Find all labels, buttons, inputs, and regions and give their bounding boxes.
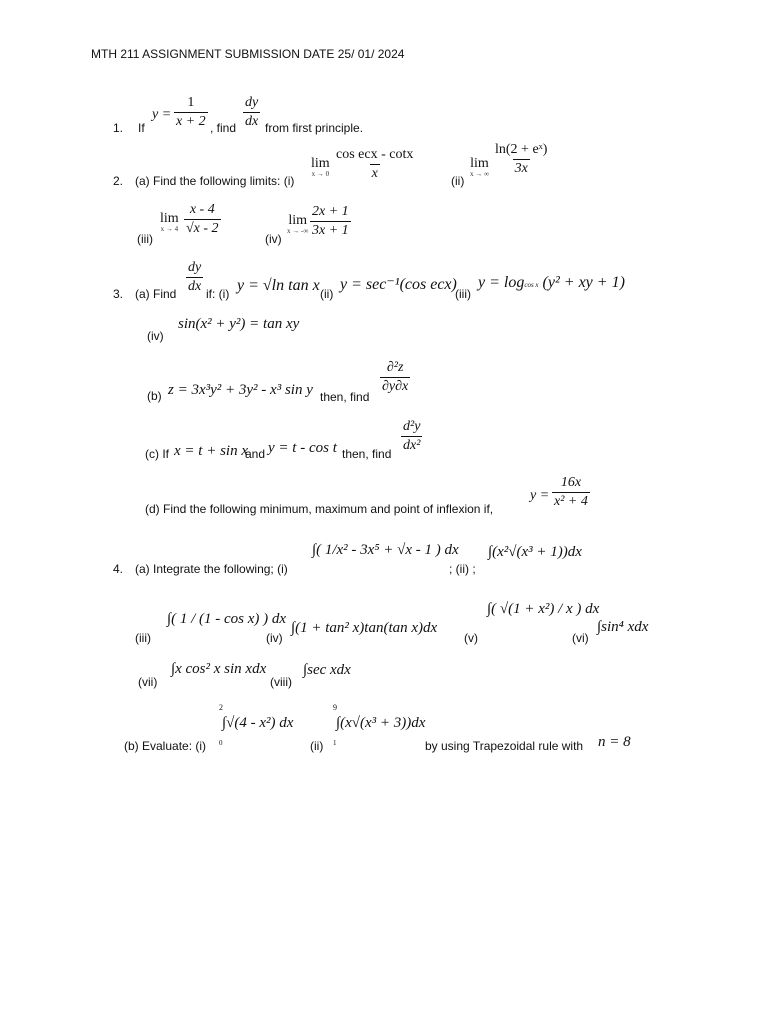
q3-d-num: 16x xyxy=(560,475,582,490)
q2-i-den: x xyxy=(371,165,378,181)
q4-vi-label: (vi) xyxy=(572,631,589,645)
q4-viii-label: (viii) xyxy=(270,675,292,689)
q1-y-eq: y = xyxy=(152,107,172,122)
lim-text: lim xyxy=(470,156,489,171)
q4-b-ii-expr: ∫(x√(x³ + 3))dx xyxy=(336,715,426,731)
q3-dy: dy xyxy=(188,260,202,275)
q4-b-n: n = 8 xyxy=(598,734,631,750)
q4-iv-expr: ∫(1 + tan² x)tan(tan x)dx xyxy=(291,620,438,636)
q4-semi: ; (ii) ; xyxy=(449,562,476,576)
q3-ii-label: (ii) xyxy=(320,287,334,301)
q3-b-then: then, find xyxy=(320,390,370,404)
q3-c-y: y = t - cos t xyxy=(268,440,337,456)
q2-ii-fraction xyxy=(493,143,549,176)
q1-numerator: 1 xyxy=(187,95,195,110)
q4-b-i-upper: 2 xyxy=(219,703,223,712)
lim-under: x → 0 xyxy=(311,170,330,178)
q2-iv-lim xyxy=(287,214,308,235)
lim-under: x → 4 xyxy=(160,225,179,233)
q2-iv-label: (iv) xyxy=(265,232,282,246)
q4-iii-expr: ∫( 1 / (1 - cos x) ) dx xyxy=(167,611,287,627)
q1-dy: dy xyxy=(245,95,259,110)
q4-b-i-expr: ∫√(4 - x²) dx xyxy=(222,715,294,731)
q2-iii-den: √x - 2 xyxy=(186,220,219,236)
q3-iii-label: (iii) xyxy=(455,287,471,301)
lim-text: lim xyxy=(160,211,179,226)
q3-b-expr: z = 3x³y² + 3y² - x³ sin y xyxy=(168,382,313,398)
q2-ii-den: 3x xyxy=(514,160,528,176)
q2-i-fraction xyxy=(334,148,415,181)
q3-iv-label: (iv) xyxy=(147,329,164,343)
q4-b-ii-upper: 9 xyxy=(333,703,337,712)
q3-iii-arg: (y² + xy + 1) xyxy=(542,274,625,291)
q3-iii-expr xyxy=(478,275,625,291)
q4-vi-expr: ∫sin⁴ xdx xyxy=(597,619,649,635)
q4-number: 4. xyxy=(113,562,124,576)
q3-ii-expr: y = sec⁻¹(cos ecx) xyxy=(340,276,457,293)
q2-iii-lim xyxy=(160,212,179,233)
q4-b-i-lower: 0 xyxy=(219,739,223,747)
q4-b-tail: by using Trapezoidal rule with xyxy=(425,739,584,753)
q1-find: , find xyxy=(210,121,237,135)
q3-i-expr: y = √ln tan x xyxy=(237,277,320,294)
q3-derivative xyxy=(186,261,203,294)
q2-i-lim xyxy=(311,157,330,178)
q4-i-expr: ∫( 1/x² - 3x⁵ + √x - 1 ) dx xyxy=(312,542,459,558)
q3-iii-base: cos x xyxy=(524,281,539,289)
q4-vii-expr: ∫x cos² x sin xdx xyxy=(171,661,267,677)
q1-number: 1. xyxy=(113,121,124,135)
q1-function-fraction xyxy=(174,96,208,129)
q3-c-label: (c) If xyxy=(145,447,169,461)
q3-if-i: if: (i) xyxy=(206,287,230,301)
q1-derivative xyxy=(243,96,260,129)
q3-c-and: and xyxy=(245,447,266,461)
q2-iii-label: (iii) xyxy=(137,232,153,246)
q3-c-x: x = t + sin x xyxy=(174,443,248,459)
q2-iii-fraction xyxy=(184,203,221,236)
q3-b-partial xyxy=(380,361,410,394)
q1-tail: from first principle. xyxy=(265,121,364,135)
q3-c-den: dx² xyxy=(403,437,421,453)
q2-ii-lim xyxy=(470,157,489,178)
q2-iv-fraction xyxy=(310,205,351,238)
q4-v-expr: ∫( √(1 + x²) / x ) dx xyxy=(487,601,600,617)
q2-iv-den: 3x + 1 xyxy=(312,222,349,238)
q4-iv-label: (iv) xyxy=(266,631,283,645)
q3-iii-log: y = log xyxy=(478,274,525,291)
q3-c-second-derivative xyxy=(401,420,422,453)
q4-a-text: (a) Integrate the following; (i) xyxy=(135,562,288,576)
q1-if: If xyxy=(138,121,145,135)
lim-under: x → ∞ xyxy=(470,170,489,178)
lim-under: x → -∞ xyxy=(287,227,309,235)
lim-text: lim xyxy=(288,213,307,228)
q4-viii-expr: ∫sec xdx xyxy=(303,662,351,678)
q2-iii-num: x - 4 xyxy=(189,202,215,217)
q3-dx: dx xyxy=(188,278,202,294)
q2-number: 2. xyxy=(113,174,124,188)
q3-d-den: x² + 4 xyxy=(554,493,588,509)
lim-text: lim xyxy=(311,156,330,171)
q3-d-y: y = xyxy=(530,488,550,503)
q1-denominator: x + 2 xyxy=(176,113,206,129)
q4-b-ii-label: (ii) xyxy=(310,739,324,753)
q3-iv-expr: sin(x² + y²) = tan xy xyxy=(178,316,300,332)
q3-number: 3. xyxy=(113,287,124,301)
page-title: MTH 211 ASSIGNMENT SUBMISSION DATE 25/ 01/ 2024 xyxy=(91,47,405,61)
q4-v-label: (v) xyxy=(464,631,478,645)
q2-iv-num: 2x + 1 xyxy=(312,204,349,219)
q2-lead: (a) Find the following limits: (i) xyxy=(135,174,295,188)
q3-b-label: (b) xyxy=(147,389,162,403)
q3-c-num: d²y xyxy=(403,419,421,434)
q3-b-num: ∂²z xyxy=(386,360,404,375)
q4-iii-label: (iii) xyxy=(135,631,151,645)
q3-a-find: (a) Find xyxy=(135,287,177,301)
q1-dx: dx xyxy=(245,113,259,129)
q3-d-text: (d) Find the following minimum, maximum and point of inflexion if, xyxy=(145,502,494,516)
q4-b-text: (b) Evaluate: (i) xyxy=(124,739,207,753)
q4-vii-label: (vii) xyxy=(138,675,158,689)
q3-d-fraction xyxy=(552,476,590,509)
q2-i-num: cos ecx - cotx xyxy=(336,147,414,162)
q4-b-ii-lower: 1 xyxy=(333,739,337,747)
q3-c-then: then, find xyxy=(342,447,392,461)
q4-ii-expr: ∫(x²√(x³ + 1))dx xyxy=(488,544,582,560)
q2-ii-num: ln(2 + eˣ) xyxy=(495,142,548,157)
q3-b-den: ∂y∂x xyxy=(382,378,409,394)
q2-ii-label: (ii) xyxy=(451,174,465,188)
